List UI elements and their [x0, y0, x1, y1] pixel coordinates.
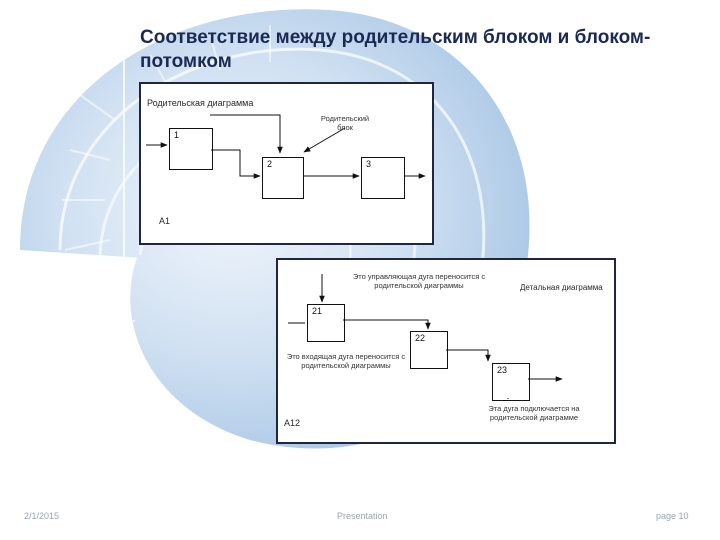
slide-title: Соответствие между родительским блоком и блоком-потомком: [140, 27, 651, 72]
parent-block-callout: Родительский блок: [320, 114, 370, 132]
footer-presentation-name: Presentation: [337, 511, 388, 521]
control-arc-note: Это управляющая дуга переносится с родительской диаграммы: [352, 272, 486, 290]
input-arc-note: Это входящая дуга переносится с родительской диаграммы: [286, 352, 406, 370]
child-block-21: [307, 304, 345, 342]
child-block-23-number: 23: [497, 365, 508, 375]
child-block-23: [492, 363, 530, 401]
parent-node-id: A1: [159, 216, 171, 226]
parent-block-2-number: 2: [267, 159, 273, 169]
parent-block-1-number: 1: [174, 130, 180, 140]
child-node-id: A12: [284, 418, 301, 428]
footer-page-number: page 10: [656, 511, 689, 521]
child-block-21-number: 21: [312, 306, 323, 316]
parent-diagram-caption: Родительская диаграмма: [147, 98, 254, 108]
child-block-22: [410, 331, 448, 369]
parent-block-2: [262, 157, 304, 199]
child-diagram-caption: Детальная диаграмма: [520, 283, 603, 292]
footer-date: 2/1/2015: [24, 511, 60, 521]
child-diagram-frame: [276, 258, 616, 444]
output-arc-note: Эта дуга подключается на родительской диаграмме: [488, 404, 580, 422]
child-block-22-number: 22: [415, 333, 426, 343]
parent-block-3-number: 3: [366, 159, 372, 169]
parent-block-3: [361, 157, 405, 199]
parent-block-1: [169, 128, 213, 170]
parent-diagram-frame: [139, 82, 434, 245]
